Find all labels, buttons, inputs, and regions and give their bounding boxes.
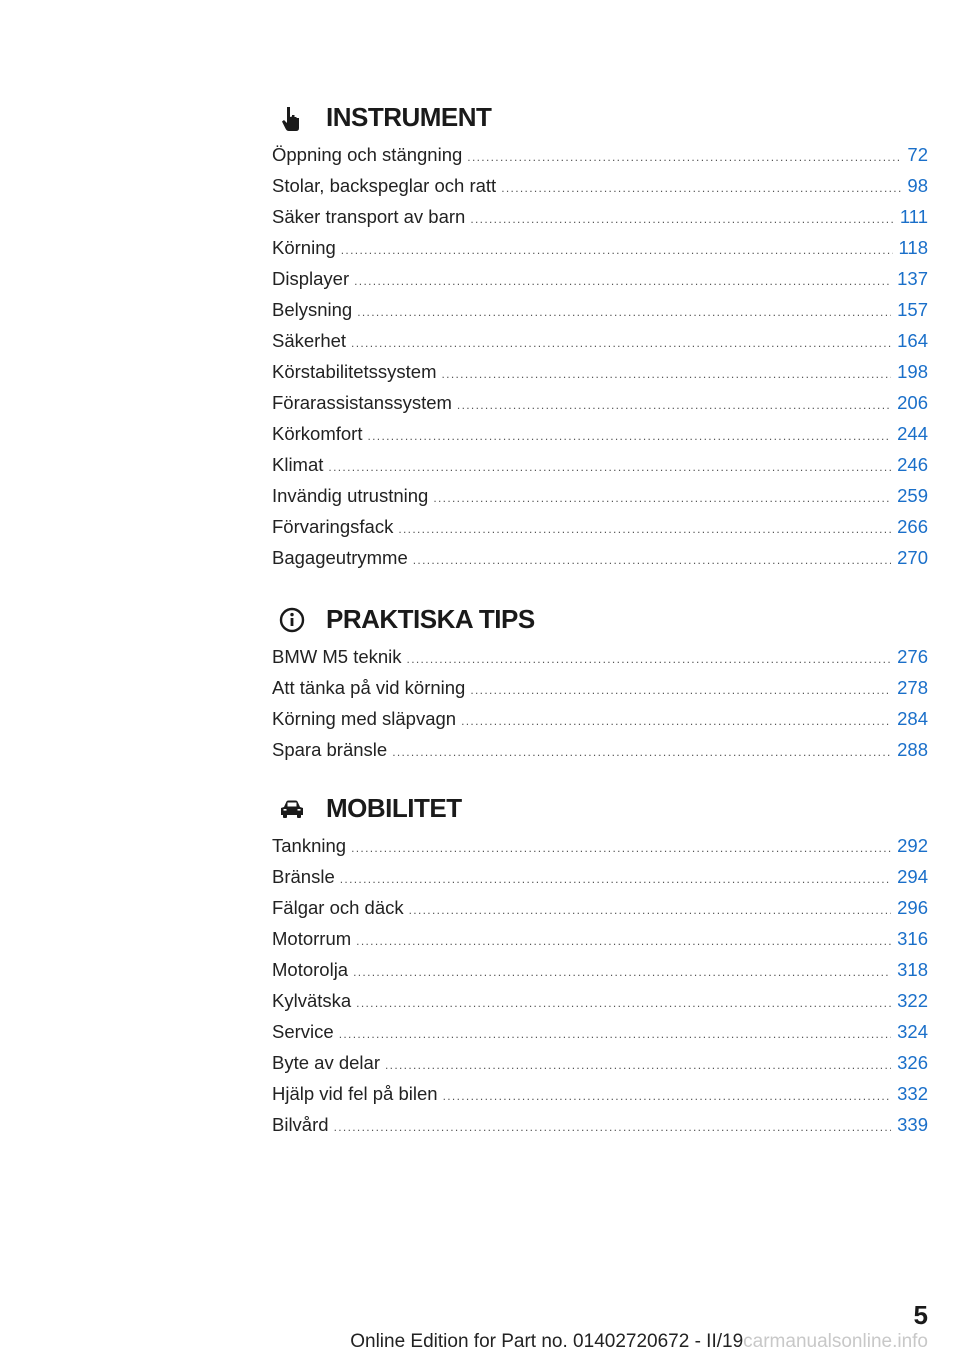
toc-entry[interactable] — [272, 923, 928, 954]
toc-entry[interactable] — [272, 542, 928, 573]
dot-leader — [501, 173, 901, 204]
toc-entry-label: Körstabilitetssystem — [272, 361, 437, 382]
toc-entry[interactable] — [272, 170, 928, 201]
toc-entry[interactable] — [272, 201, 928, 232]
toc-entry-label: Byte av delar — [272, 1052, 380, 1073]
dot-leader — [334, 1112, 892, 1143]
toc-entry-label: Service — [272, 1021, 334, 1042]
dot-leader — [457, 390, 891, 421]
toc-entry[interactable] — [272, 387, 928, 418]
toc-page-link[interactable]: 316 — [897, 928, 928, 949]
toc-page-link[interactable]: 270 — [897, 547, 928, 568]
toc-page-link[interactable]: 284 — [897, 708, 928, 729]
dot-leader — [354, 266, 891, 297]
section-header — [272, 100, 928, 144]
toc-entry[interactable] — [272, 325, 928, 356]
toc-entry[interactable] — [272, 861, 928, 892]
toc-page-link[interactable]: 266 — [897, 516, 928, 537]
toc-page-link[interactable]: 244 — [897, 423, 928, 444]
dot-leader — [467, 142, 901, 173]
dot-leader — [442, 359, 892, 390]
dot-leader — [461, 706, 891, 737]
toc-list — [272, 139, 928, 573]
dot-leader — [353, 957, 891, 988]
section-header — [272, 791, 928, 835]
dot-leader — [340, 864, 891, 895]
dot-leader — [356, 926, 891, 957]
toc-entry-label: Bränsle — [272, 866, 335, 887]
toc-page-link[interactable]: 278 — [897, 677, 928, 698]
toc-entry[interactable] — [272, 985, 928, 1016]
dot-leader — [341, 235, 893, 266]
watermark-text: carmanualsonline.info — [743, 1331, 928, 1352]
toc-entry-label: Bagageutrymme — [272, 547, 408, 568]
toc-page-link[interactable]: 322 — [897, 990, 928, 1011]
toc-entry-label: Displayer — [272, 268, 350, 289]
toc-page-link[interactable]: 137 — [897, 268, 928, 289]
toc-entry[interactable] — [272, 892, 928, 923]
toc-page-link[interactable]: 288 — [897, 739, 928, 760]
section-title: MOBILITET — [326, 793, 462, 823]
toc-page-link[interactable]: 332 — [897, 1083, 928, 1104]
dot-leader — [392, 737, 891, 768]
toc-entry-label: Stolar, backspeglar och ratt — [272, 175, 497, 196]
toc-entry-label: Förarassistanssystem — [272, 392, 452, 413]
toc-entry-label: Fälgar och däck — [272, 897, 404, 918]
toc-entry-label: Invändig utrustning — [272, 485, 429, 506]
section-instrument — [272, 100, 928, 573]
toc-entry[interactable] — [272, 511, 928, 542]
toc-entry[interactable] — [272, 294, 928, 325]
toc-page-link[interactable]: 324 — [897, 1021, 928, 1042]
toc-entry-label: Spara bränsle — [272, 739, 388, 760]
toc-page-link[interactable]: 111 — [899, 206, 928, 227]
car-icon — [278, 795, 306, 823]
toc-entry-label: Tankning — [272, 835, 347, 856]
toc-entry[interactable] — [272, 1078, 928, 1109]
toc-entry-label: Motorolja — [272, 959, 349, 980]
toc-entry-label: Körning — [272, 237, 336, 258]
toc-entry[interactable] — [272, 356, 928, 387]
toc-entry-label: Klimat — [272, 454, 324, 475]
toc-entry[interactable] — [272, 954, 928, 985]
section-mobilitet — [272, 791, 928, 1140]
toc-entry[interactable] — [272, 703, 928, 734]
dot-leader — [470, 675, 891, 706]
toc-page-link[interactable]: 98 — [907, 175, 928, 196]
dot-leader — [351, 833, 891, 864]
toc-entry[interactable] — [272, 449, 928, 480]
section-header — [272, 602, 928, 646]
dot-leader — [385, 1050, 891, 1081]
toc-entry-label: Körkomfort — [272, 423, 363, 444]
dot-leader — [328, 452, 891, 483]
dot-leader — [413, 545, 891, 576]
toc-entry[interactable] — [272, 1016, 928, 1047]
toc-page-link[interactable]: 318 — [897, 959, 928, 980]
page-number: 5 — [913, 1300, 928, 1330]
dot-leader — [398, 514, 891, 545]
toc-entry[interactable] — [272, 1109, 928, 1140]
toc-entry[interactable] — [272, 672, 928, 703]
dot-leader — [409, 895, 892, 926]
info-icon — [278, 606, 306, 634]
toc-entry-label: Belysning — [272, 299, 353, 320]
toc-list — [272, 830, 928, 1140]
toc-entry-label: Bilvård — [272, 1114, 329, 1135]
dot-leader — [433, 483, 891, 514]
toc-entry[interactable] — [272, 418, 928, 449]
dot-leader — [443, 1081, 892, 1112]
dot-leader — [470, 204, 894, 235]
toc-page-link[interactable]: 157 — [897, 299, 928, 320]
section-title: PRAKTISKA TIPS — [326, 604, 535, 634]
toc-entry-label: Kylvätska — [272, 990, 352, 1011]
dot-leader — [351, 328, 891, 359]
toc-entry-label: Motorrum — [272, 928, 352, 949]
toc-entry[interactable] — [272, 1047, 928, 1078]
toc-page-link[interactable]: 259 — [897, 485, 928, 506]
section-praktiska-tips — [272, 602, 928, 765]
toc-page-link[interactable]: 164 — [897, 330, 928, 351]
dot-leader — [357, 297, 891, 328]
toc-page-link[interactable]: 246 — [897, 454, 928, 475]
toc-entry-label: Förvaringsfack — [272, 516, 394, 537]
toc-entry-label: Körning med släpvagn — [272, 708, 457, 729]
dot-leader — [407, 644, 892, 675]
footer — [0, 1331, 960, 1353]
toc-entry[interactable] — [272, 232, 928, 263]
toc-entry-label: Säkerhet — [272, 330, 347, 351]
toc-entry[interactable] — [272, 734, 928, 765]
toc-entry-label: Hjälp vid fel på bilen — [272, 1083, 438, 1104]
toc-page-link[interactable]: 296 — [897, 897, 928, 918]
toc-entry-label: Säker transport av barn — [272, 206, 466, 227]
dot-leader — [367, 421, 891, 452]
dot-leader — [356, 988, 891, 1019]
toc-entry-label: BMW M5 teknik — [272, 646, 402, 667]
dot-leader — [339, 1019, 891, 1050]
toc-page-link[interactable]: 206 — [897, 392, 928, 413]
toc-page-link[interactable]: 326 — [897, 1052, 928, 1073]
toc-page-link[interactable]: 339 — [897, 1114, 928, 1135]
toc-page-link[interactable]: 118 — [898, 237, 928, 258]
toc-page-link[interactable]: 292 — [897, 835, 928, 856]
section-title: INSTRUMENT — [326, 102, 492, 132]
toc-page-link[interactable]: 72 — [907, 144, 928, 165]
hand-pointer-icon — [278, 104, 306, 132]
toc-list — [272, 641, 928, 765]
toc-entry-label: Att tänka på vid körning — [272, 677, 466, 698]
toc-entry[interactable] — [272, 263, 928, 294]
toc-page-link[interactable]: 294 — [897, 866, 928, 887]
toc-page-link[interactable]: 198 — [897, 361, 928, 382]
edition-text: Online Edition for Part no. 01402720672 - II/19 — [350, 1331, 744, 1352]
toc-entry[interactable] — [272, 480, 928, 511]
toc-page-link[interactable]: 276 — [897, 646, 928, 667]
toc-entry-label: Öppning och stängning — [272, 144, 463, 165]
